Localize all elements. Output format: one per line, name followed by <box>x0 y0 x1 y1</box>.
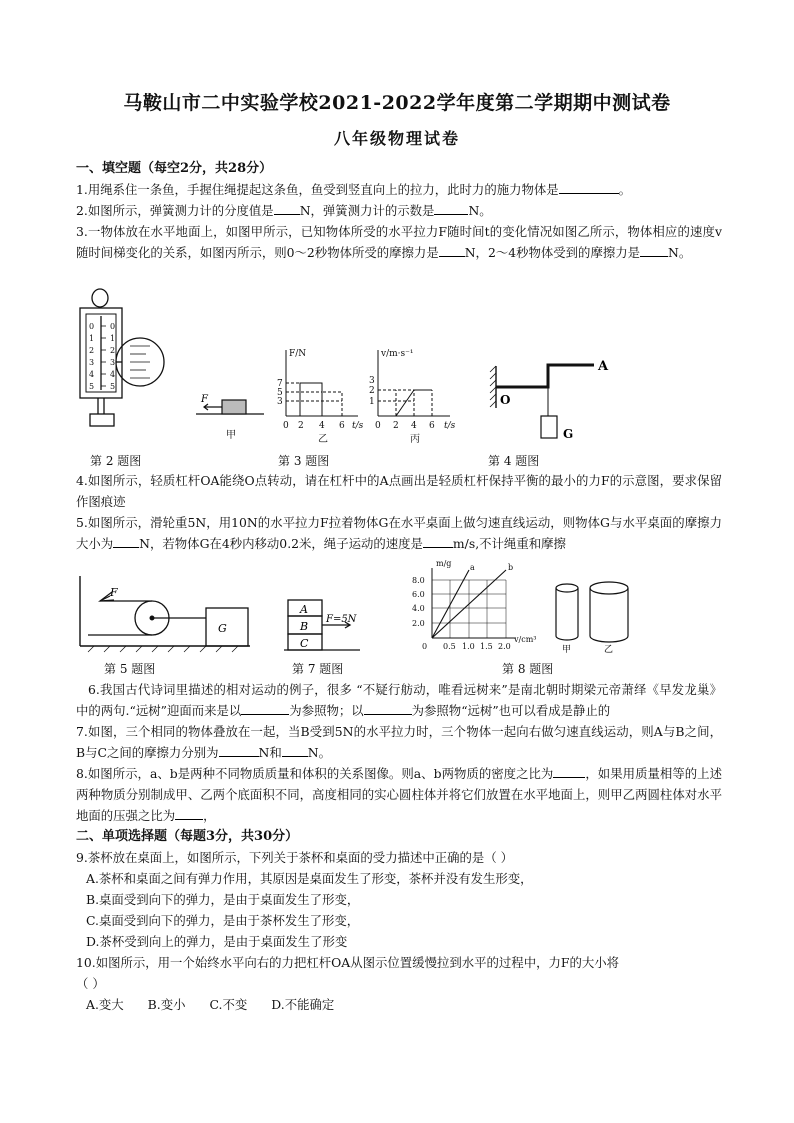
yi-ytick: 7 <box>277 379 283 389</box>
fig8-x-axis-label: v/cm³ <box>514 635 537 644</box>
option-9a[interactable]: A.茶杯和桌面之间有弹力作用，其原因是桌面发生了形变，茶杯并没有发生形变， <box>86 871 533 886</box>
block <box>222 400 246 414</box>
yi-xtick: 6 <box>339 421 345 431</box>
scale-hook-ring <box>92 289 108 307</box>
cylinder-yi-label: 乙 <box>604 645 614 655</box>
answer-blank[interactable] <box>434 200 468 215</box>
cylinder-jia-bottom <box>556 636 578 640</box>
cylinder-jia-label: 甲 <box>562 645 572 655</box>
scale-weight <box>90 414 114 426</box>
answer-blank[interactable] <box>559 179 619 194</box>
fig8-xtick: 0.5 <box>443 642 456 651</box>
option-10d[interactable]: D.不能确定 <box>271 997 335 1012</box>
block-b-label: B <box>300 620 309 633</box>
bing-ytick: 2 <box>369 386 375 396</box>
scale-right-num: 3 <box>110 358 116 367</box>
scale-right-num: 2 <box>110 346 116 355</box>
option-10a[interactable]: A.变大 <box>86 997 124 1012</box>
fig3-bing-graph <box>378 350 450 416</box>
fig8-xtick: 0 <box>422 642 428 651</box>
line-a-label: a <box>470 563 475 572</box>
bar-0-2 <box>300 383 322 416</box>
weight-g-label: G <box>563 427 574 441</box>
answer-blank[interactable] <box>274 200 300 215</box>
fig3-yi-graph <box>286 350 358 416</box>
scale-ticks <box>101 326 150 386</box>
yi-y-axis-label: F/N <box>289 349 307 359</box>
fig5-g-label: G <box>218 622 227 635</box>
figure-row-2 <box>0 556 794 660</box>
yi-x-axis-label: t/s <box>352 421 364 431</box>
scale-left-num: 2 <box>89 346 95 355</box>
fig8-ytick: 8.0 <box>412 576 425 585</box>
question-9: 9.茶杯放在桌面上，如图所示，下列关于茶杯和桌面的受力描述中正确的是（ ） <box>76 850 514 865</box>
question-4: 4.如图所示，轻质杠杆OA能绕O点转动，请在杠杆中的A点画出是轻质杠杆保持平衡的最小的力F的示意图，要求保留作图痕迹 <box>76 473 722 509</box>
grid <box>432 580 506 638</box>
bing-xtick: 2 <box>393 421 399 431</box>
line-b-label: b <box>508 563 514 572</box>
cylinders <box>556 582 628 642</box>
question-10-options <box>86 994 722 1015</box>
question-6: 6.我国古代诗词里描述的相对运动的例子，很多 “不疑行舫动，唯看远树来”是南北朝时期梁元帝萧绎《早发龙巢》中的两句.“远树”迎面而来是以 为参照物；以 为参照物“远树”也可以看成是静止的 <box>76 682 722 718</box>
fig8-ytick: 6.0 <box>412 590 425 599</box>
bing-y-axis-label: v/m·s⁻¹ <box>381 349 414 359</box>
question-3: 3.一物体放在水平地面上，如图甲所示，已知物体所受的水平拉力F随时间t的变化情况如图乙所示，物体相应的速度v随时间梯变化的关系，如图丙所示，则0～2秒物体所受的摩擦力是 N，2～4秒物体受到的摩擦力是 N。 <box>76 224 722 260</box>
cylinder-yi-bottom <box>590 636 628 642</box>
scale-numbers <box>89 322 115 391</box>
force-label: F <box>201 394 208 405</box>
bing-x-axis-label: t/s <box>444 421 456 431</box>
fig8-graph <box>432 568 516 638</box>
answer-blank[interactable] <box>282 742 308 757</box>
option-9b[interactable]: B.桌面受到向下的弹力，是由于桌面发生了形变， <box>86 892 360 907</box>
fig8-xtick: 1.0 <box>462 642 475 651</box>
answer-blank[interactable] <box>423 533 453 548</box>
scale-left-num: 3 <box>89 358 95 367</box>
question-1: 1.用绳系住一条鱼，手握住绳提起这条鱼，鱼受到竖直向上的拉力，此时力的施力物体是 。 <box>76 179 722 200</box>
caption-fig8: 第 8 题图 <box>502 662 554 676</box>
option-9c[interactable]: C.桌面受到向下的弹力，是由于茶杯发生了形变， <box>86 913 360 928</box>
section1-bottom-and-section2 <box>76 679 722 1015</box>
scale-left-num: 1 <box>89 334 95 343</box>
question-10-paren: （ ） <box>76 976 105 991</box>
caption-fig2: 第 2 题图 <box>90 454 142 468</box>
yi-ytick: 5 <box>277 388 283 398</box>
lever-arm <box>496 365 594 387</box>
fig3-bing-label: 丙 <box>410 434 420 445</box>
fig8-xtick: 1.5 <box>480 642 493 651</box>
yi-xtick: 4 <box>319 421 325 431</box>
answer-blank[interactable] <box>364 700 412 715</box>
bing-xtick: 6 <box>429 421 435 431</box>
scale-right-num: 5 <box>110 382 116 391</box>
cylinder-jia-top <box>556 584 578 592</box>
point-o-label: O <box>500 393 511 407</box>
section1-heading: 一、填空题（每空2分，共28分） <box>76 161 273 176</box>
section1-top <box>76 158 722 263</box>
figure-row-1 <box>0 286 794 456</box>
yi-xtick: 2 <box>298 421 304 431</box>
force-label: F=5N <box>326 614 357 625</box>
scale-left-num: 5 <box>89 382 95 391</box>
scale-right-num: 0 <box>110 322 116 331</box>
bing-ytick: 1 <box>369 397 375 407</box>
answer-blank[interactable] <box>439 242 465 257</box>
table-hatch <box>88 646 238 652</box>
section2-heading: 二、单项选择题（每题3分，共30分） <box>76 829 299 844</box>
caption-fig7: 第 7 题图 <box>292 662 344 676</box>
block-a-label: A <box>300 603 308 616</box>
answer-blank[interactable] <box>219 742 259 757</box>
caption-fig4: 第 4 题图 <box>488 454 540 468</box>
step-2-4 <box>322 383 342 416</box>
question-8: 8.如图所示，a、b是两种不同物质质量和体积的关系图像。则a、b两物质的密度之比为 ，如果用质量相等的上述两种物质分别制成甲、乙两个底面积不同，高度相同的实心圆柱体并将它们放置在水平地面上，则甲乙两圆柱体对水平地面的压强之比为 ， <box>76 763 722 826</box>
question-2: 2.如图所示，弹簧测力计的分度值是 N，弹簧测力计的示数是 N。 <box>76 200 722 221</box>
answer-blank[interactable] <box>175 805 203 820</box>
weight-block <box>541 416 557 438</box>
exam-subtitle: 八年级物理试卷 <box>333 129 460 148</box>
yi-ytick: 3 <box>277 397 283 407</box>
fig8-xtick: 2.0 <box>498 642 511 651</box>
scale-left-num: 0 <box>89 322 95 331</box>
option-9d[interactable]: D.茶杯受到向上的弹力，是由于桌面发生了形变 <box>86 934 348 949</box>
scale-right-num: 1 <box>110 334 116 343</box>
caption-fig3: 第 3 题图 <box>278 454 330 468</box>
fig8-y-axis-label: m/g <box>436 559 452 568</box>
section1-middle <box>76 470 722 554</box>
question-10: 10.如图所示，用一个始终水平向右的力把杠杆OA从图示位置缓慢拉到水平的过程中，力F的大小将 <box>76 955 620 970</box>
fig5-pulley <box>80 576 250 652</box>
fig8-ytick: 2.0 <box>412 619 425 628</box>
answer-blank[interactable] <box>241 700 289 715</box>
question-5: 5.如图所示，滑轮重5N，用10N的水平拉力F拉着物体G在水平桌面上做匀速直线运动，则物体G与水平桌面的摩擦力大小为 N，若物体G在4秒内移动0.2米，绳子运动的速度是 m/s,不计绳重和摩擦 <box>76 515 722 551</box>
answer-blank[interactable] <box>553 763 585 778</box>
block-c-label: C <box>300 637 309 650</box>
cylinder-yi-top <box>590 582 628 594</box>
fig3-jia-label: 甲 <box>226 430 236 441</box>
point-a-label: A <box>598 359 609 374</box>
option-10b[interactable]: B.变小 <box>147 997 186 1012</box>
yi-xtick: 0 <box>283 421 289 431</box>
exam-title: 马鞍山市二中实验学校2021-2022学年度第二学期期中测试卷 <box>123 92 671 114</box>
bing-xtick: 0 <box>375 421 381 431</box>
bing-ytick: 3 <box>369 376 375 386</box>
caption-fig5: 第 5 题图 <box>104 662 156 676</box>
block-g <box>206 608 248 646</box>
bing-xtick: 4 <box>411 421 417 431</box>
fig8-ytick: 4.0 <box>412 604 425 613</box>
fig3-yi-label: 乙 <box>318 434 328 445</box>
question-7: 7.如图，三个相同的物体叠放在一起，当B受到5N的水平拉力时，三个物体一起向右做匀速直线运动，则A与B之间，B与C之间的摩擦力分别为 N和 N。 <box>76 724 722 760</box>
fig7-stack <box>284 600 360 650</box>
scale-left-num: 4 <box>89 370 95 379</box>
option-10c[interactable]: C.不变 <box>209 997 248 1012</box>
fig5-f-label: F <box>110 586 118 599</box>
wall-hatch <box>490 366 496 407</box>
answer-blank[interactable] <box>640 242 668 257</box>
answer-blank[interactable] <box>113 533 139 548</box>
scale-right-num: 4 <box>110 370 116 379</box>
